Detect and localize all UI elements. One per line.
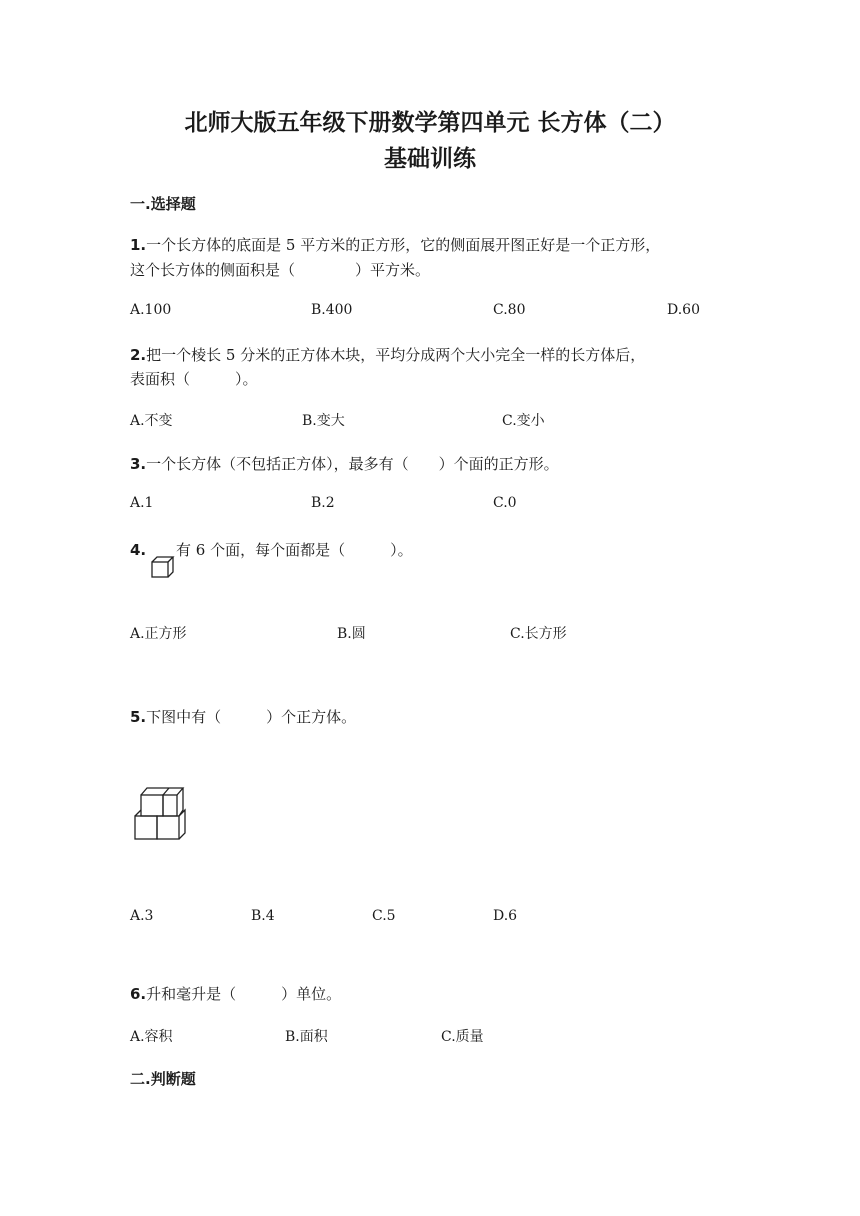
question-2-line-2: 表面积（ ）。 (130, 370, 258, 388)
question-1-option-b[interactable]: B.400 (311, 302, 353, 318)
question-4-option-b[interactable]: B.圆 (337, 626, 366, 642)
page-subtitle: 基础训练 (384, 146, 476, 172)
question-6-line-1: 6.升和毫升是（ ）单位。 (130, 985, 342, 1003)
question-1-number: 1. (130, 236, 147, 254)
cube-icon (150, 556, 176, 580)
question-3-number: 3. (130, 455, 147, 473)
question-2-option-b[interactable]: B.变大 (302, 413, 345, 429)
stacked-cubes-figure (133, 786, 189, 842)
question-2-line-1: 2.把一个棱长 5 分米的正方体木块，平均分成两个大小完全一样的长方体后， (130, 346, 646, 364)
question-2-option-c[interactable]: C.变小 (502, 413, 545, 429)
question-5-number: 5. (130, 708, 147, 726)
question-1-option-a[interactable]: A.100 (130, 302, 172, 318)
question-1-line-1: 1.一个长方体的底面是 5 平方米的正方形，它的侧面展开图正好是一个正方形， (130, 236, 661, 254)
question-3-option-c[interactable]: C.0 (493, 495, 517, 511)
question-4-option-a[interactable]: A.正方形 (130, 626, 187, 642)
question-6-option-a[interactable]: A.容积 (130, 1029, 173, 1045)
question-2-number: 2. (130, 346, 147, 364)
question-4-number: 4. (130, 541, 147, 559)
question-5-option-a[interactable]: A.3 (130, 908, 154, 924)
question-5-option-d[interactable]: D.6 (493, 908, 518, 924)
question-5-option-c[interactable]: C.5 (372, 908, 396, 924)
question-3-option-b[interactable]: B.2 (311, 495, 335, 511)
question-6-option-b[interactable]: B.面积 (285, 1029, 328, 1045)
question-3-line-1: 3.一个长方体（不包括正方体），最多有（ ）个面的正方形。 (130, 455, 559, 473)
question-3-option-a[interactable]: A.1 (130, 495, 154, 511)
question-1-line-2: 这个长方体的侧面积是（ ）平方米。 (130, 261, 431, 279)
question-4-option-c[interactable]: C.长方形 (510, 626, 567, 642)
page-title: 北师大版五年级下册数学第四单元 长方体（二） (184, 110, 676, 136)
question-6-number: 6. (130, 985, 147, 1003)
section-heading-judge: 二.判断题 (130, 1070, 196, 1088)
question-5-option-b[interactable]: B.4 (251, 908, 275, 924)
question-2-option-a[interactable]: A.不变 (130, 413, 173, 429)
question-1-option-c[interactable]: C.80 (493, 302, 526, 318)
question-5-line-1: 5.下图中有（ ）个正方体。 (130, 708, 357, 726)
question-6-option-c[interactable]: C.质量 (441, 1029, 484, 1045)
question-4-text: 有 6 个面，每个面都是（ ）。 (176, 541, 413, 559)
section-heading-choice: 一.选择题 (130, 195, 196, 213)
question-1-option-d[interactable]: D.60 (667, 302, 700, 318)
